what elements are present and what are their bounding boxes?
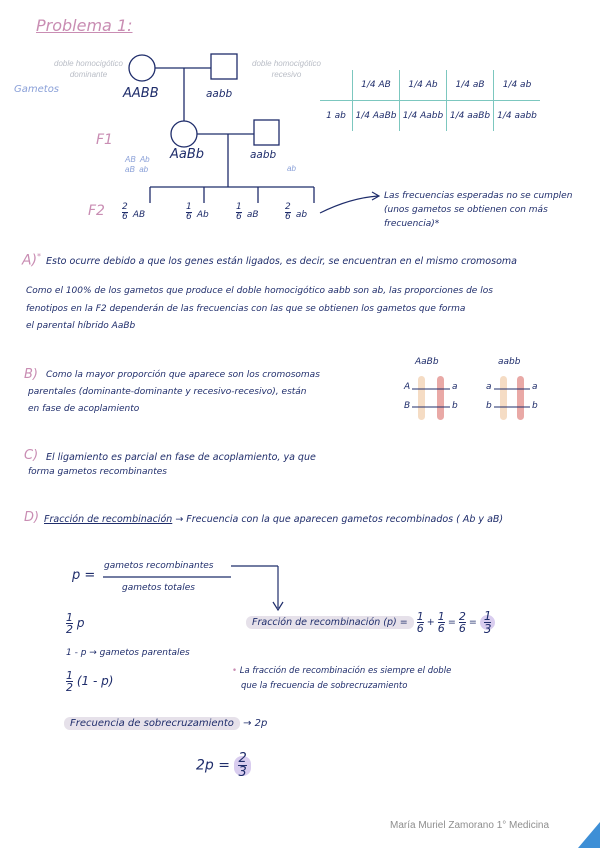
half-p: $\frac{1}{2}$ p [66, 611, 85, 636]
allele-label: B [404, 401, 411, 411]
section-a-para-3: el parental híbrido AaBb [26, 321, 136, 331]
section-c-line1: El ligamiento es parcial en fase de acoplamiento, ya que [46, 452, 316, 463]
section-b-label: B) [24, 367, 38, 382]
f2-note: Las frecuencias esperadas no se cumplen (unos gametos se obtienen con más frecuencia)* [384, 191, 573, 229]
chromosome-left-2 [437, 376, 444, 420]
allele-label: b [452, 401, 458, 411]
chromosome-right-2 [517, 376, 524, 420]
male-parent-symbol [211, 54, 237, 79]
punnett-header-cell: 1/4 aB [447, 70, 494, 101]
p-right-note: doble homocigótico recesivo [252, 59, 321, 79]
section-a-para-1: Como el 100% de los gametos que produce el doble homocigótico aabb son ab, las proporciones de los [26, 286, 493, 296]
section-c-line2: forma gametos recombinantes [28, 467, 167, 477]
punnett-cell: 1/4 aaBb [447, 101, 494, 132]
f1-left-genotype: AaBb [170, 147, 205, 162]
f2-item-1: $\frac{2}{6}$ AB [122, 202, 146, 222]
section-d-label: D) [24, 510, 40, 525]
punnett-table [320, 70, 540, 131]
punnett-header-cell: 1/4 AB [353, 70, 400, 101]
f2-item-2: $\frac{1}{6}$ Ab [186, 202, 209, 222]
punnett-cell: 1/4 Aabb [400, 101, 447, 132]
section-a-para-2: fenotipos en la F2 dependerán de las frecuencias con las que se obtienen los gametos que forma [26, 304, 466, 314]
section-b-line3: en fase de acoplamiento [28, 404, 140, 414]
one-minus-p: 1 - p → gametos parentales [66, 648, 190, 658]
f1-right-genotype: aabb [250, 149, 277, 161]
chromosome-right-title: aabb [498, 357, 521, 367]
section-c-label: C) [24, 448, 39, 463]
f1-female-symbol [171, 121, 197, 147]
f2-item-4: $\frac{2}{6}$ ab [285, 202, 308, 222]
chromosome-right-1 [500, 376, 507, 420]
f2-item-3: $\frac{1}{6}$ aB [236, 202, 259, 222]
half-one-minus-p: $\frac{1}{2}$ (1 - p) [66, 669, 114, 694]
section-b-line2: parentales (dominante-dominante y recesivo-recesivo), están [28, 387, 307, 397]
section-a-label: A)* [22, 252, 42, 269]
f1-right-gametes: ab [287, 164, 296, 173]
section-d-line1: Fracción de recombinación → Frecuencia con la que aparecen gametos recombinados ( Ab y aB) [44, 514, 504, 525]
bullet-note-2: que la frecuencia de sobrecruzamiento [241, 681, 408, 691]
p-left-genotype: AABB [123, 86, 159, 101]
chromosome-left-title: AaBb [415, 357, 439, 367]
p-left-note: doble homocigótico dominante [54, 59, 123, 79]
f2-label: F2 [88, 203, 105, 219]
page-title: Problema 1: [36, 16, 133, 35]
punnett-cell: 1/4 AaBb [353, 101, 400, 132]
p-numerator: gametos recombinantes [104, 561, 214, 571]
corner-decoration [578, 822, 600, 848]
punnett-row-label: 1 ab [320, 101, 353, 132]
punnett-cell: 1/4 aabb [494, 101, 541, 132]
footer-author: María Muriel Zamorano 1° Medicina [390, 820, 550, 831]
allele-label: a [486, 382, 492, 392]
p-right-genotype: aabb [206, 88, 233, 100]
f1-label: F1 [96, 132, 113, 148]
p-denominator: gametos totales [122, 583, 195, 593]
bullet-note-1: • La fracción de recombinación es siempre el doble [232, 666, 452, 676]
section-b-line1: Como la mayor proporción que aparece son los cromosomas [46, 370, 320, 380]
allele-label: b [532, 401, 538, 411]
f1-left-gametes-2: aB ab [125, 165, 149, 174]
recomb-fraction-equation: Fracción de recombinación (p) = $\frac{1}{6}$ + $\frac{1}{6}$ = $\frac{2}{6}$ = $\frac{1}{3}$ [246, 610, 495, 635]
chromosome-left-1 [418, 376, 425, 420]
f1-male-symbol [254, 120, 279, 145]
allele-label: a [452, 382, 458, 392]
punnett-header-cell: 1/4 ab [494, 70, 541, 101]
section-a-line1: Esto ocurre debido a que los genes están ligados, es decir, se encuentran en el mismo cromosoma [46, 256, 517, 267]
female-parent-symbol [129, 55, 155, 81]
allele-label: A [404, 382, 411, 392]
sobrecruzamiento-line: Frecuencia de sobrecruzamiento → 2p [64, 718, 267, 729]
f1-left-gametes-1: AB Ab [125, 155, 150, 164]
p-symbol: p = [72, 568, 96, 583]
allele-label: b [486, 401, 492, 411]
two-p-result: 2p = $\frac{2}{3}$ [196, 752, 251, 779]
punnett-header-cell: 1/4 Ab [400, 70, 447, 101]
allele-label: a [532, 382, 538, 392]
gametos-label: Gametos [14, 84, 60, 95]
